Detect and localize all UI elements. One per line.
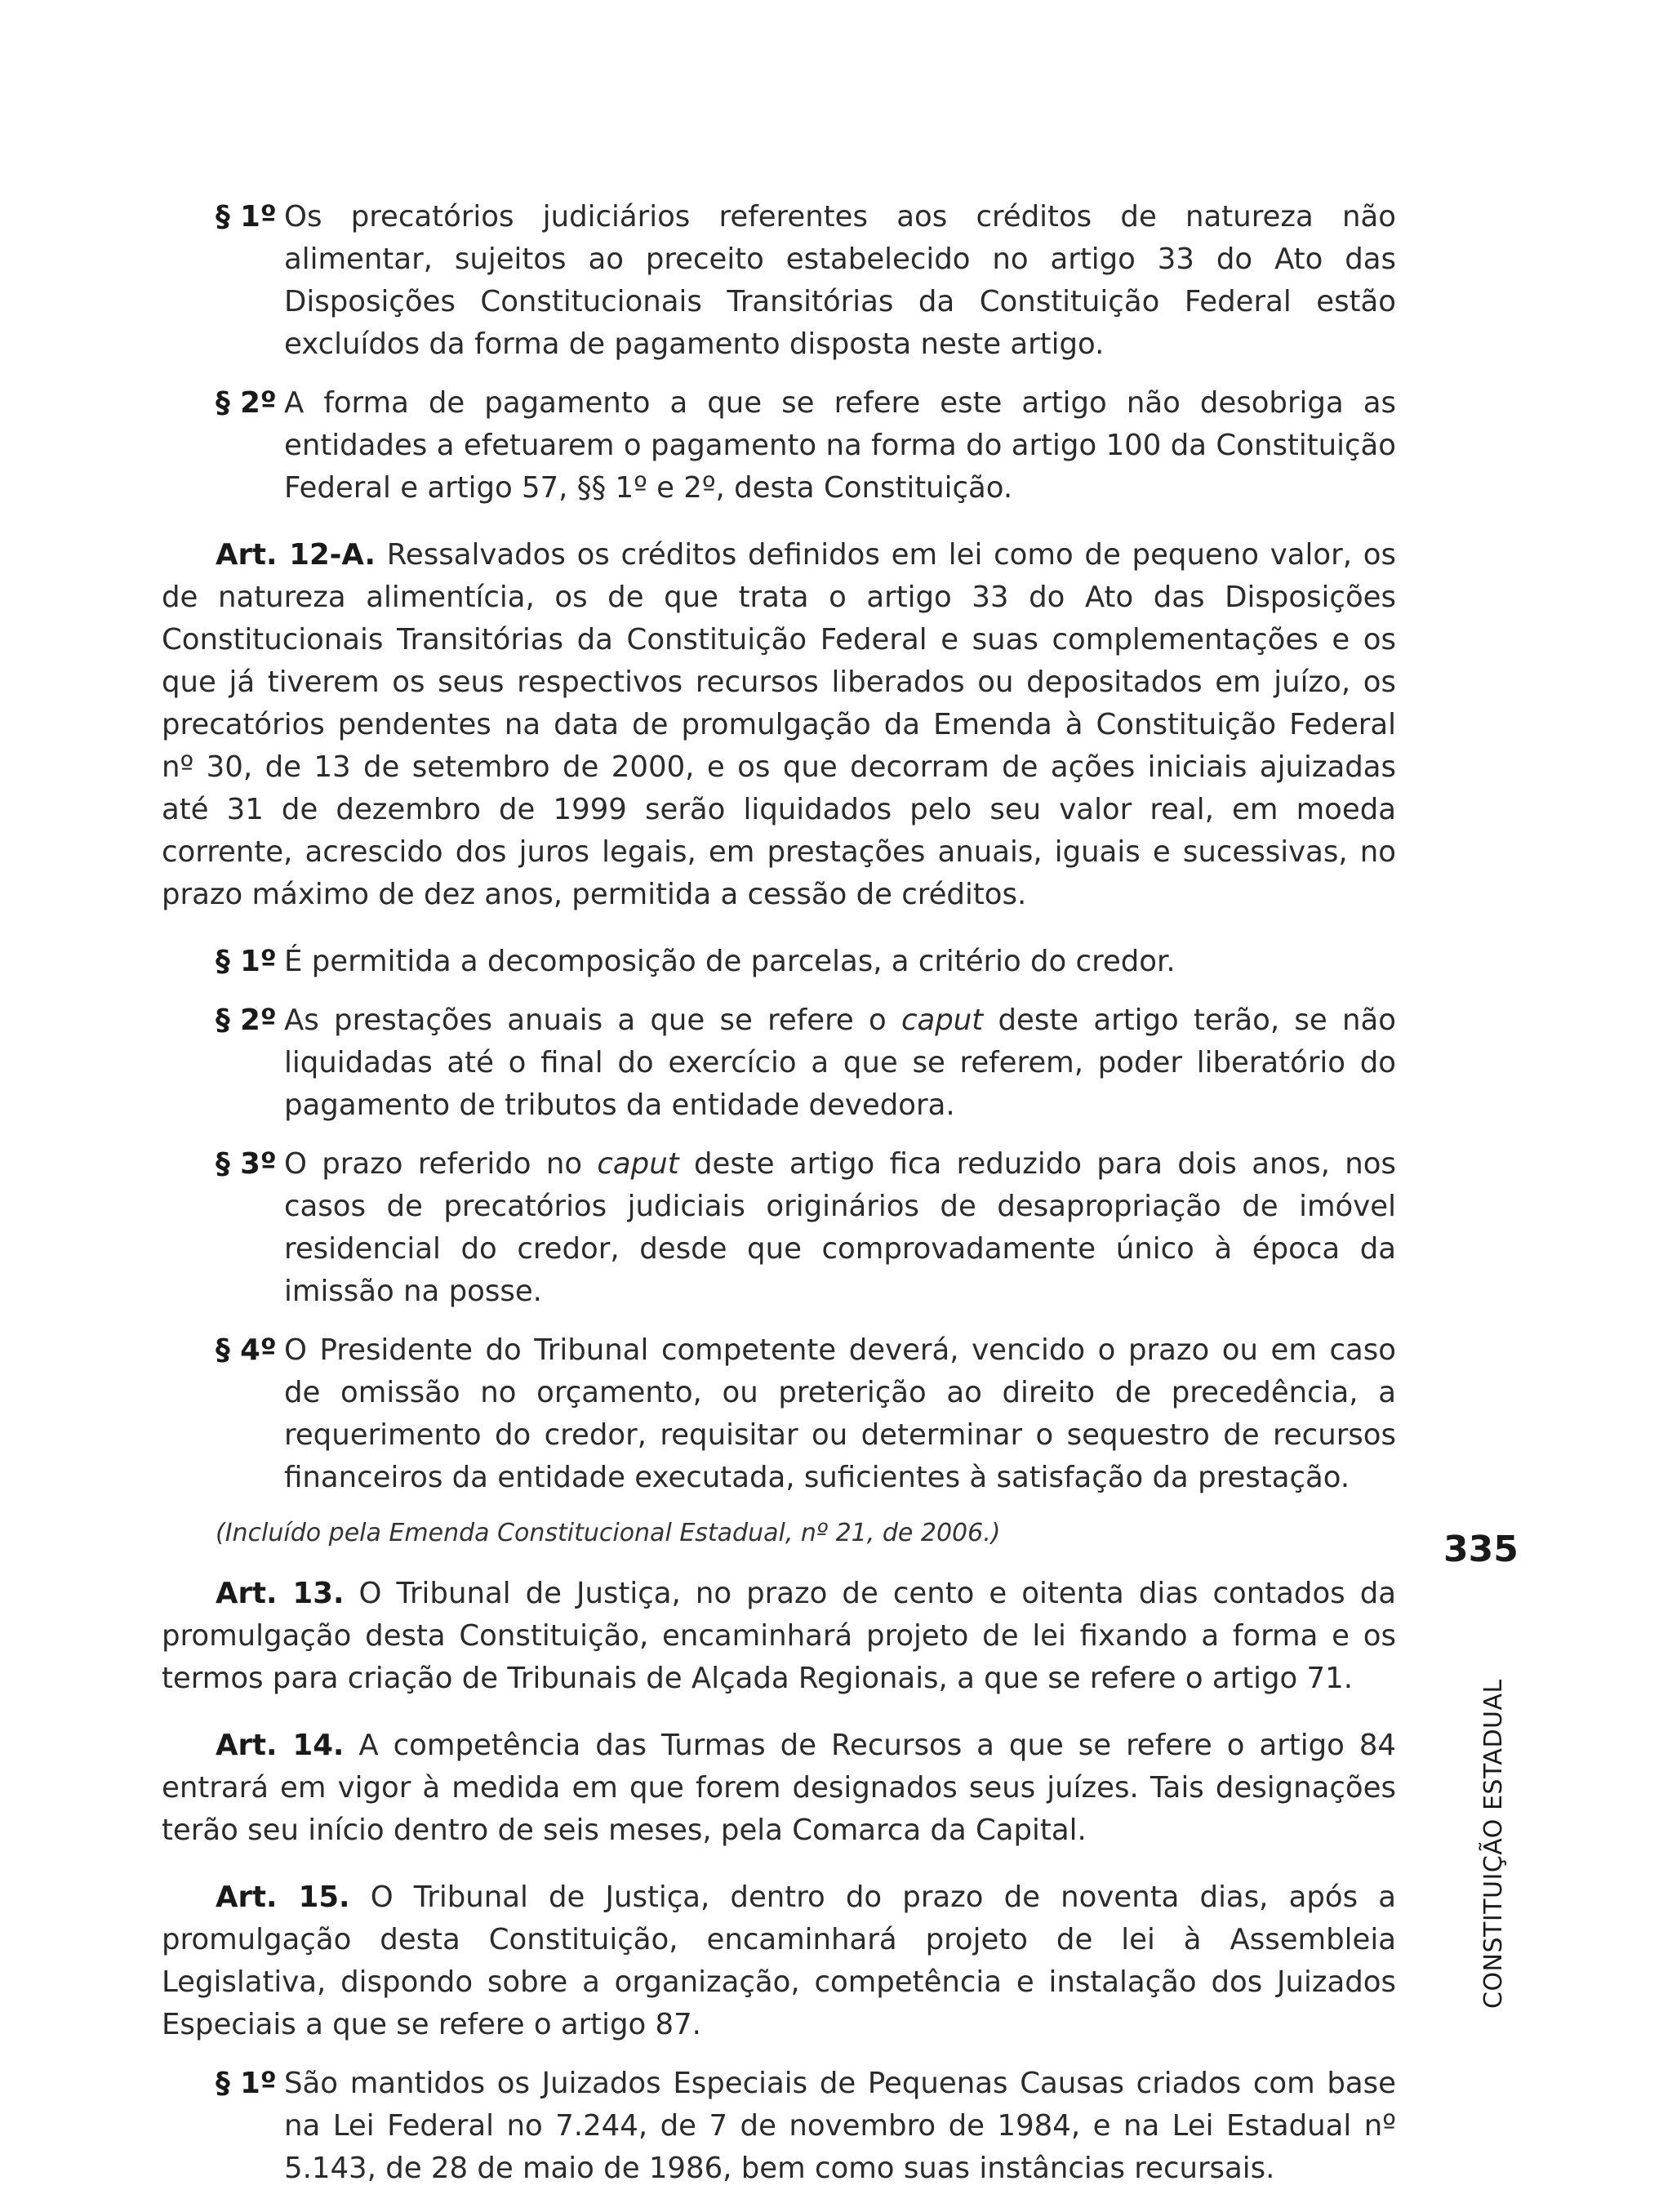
paragraph-1 [162,196,1396,366]
text-segment: deste artigo fica reduzido para dois anos, nos casos de precatórios judiciais originários de desapropriação de imóvel residencial do credor, desde que comprovadamente único à época da imissão na posse. [284,1147,1396,1308]
paragraph-text: Os precatórios judiciários referentes aos créditos de natureza não alimentar, sujeitos ao preceito estabelecido no artigo 33 do Ato das Disposições Constitucionais Transitórias da Constituição Federal estão excluídos da forma de pagamento disposta neste artigo. [284,200,1396,361]
article-15 [162,1876,1396,2046]
paragraph-text: É permitida a decomposição de parcelas, a critério do credor. [284,945,1176,978]
paragraph-mark: § 3º [216,1147,277,1181]
article-13 [162,1573,1396,1700]
amendment-note: (Incluído pela Emenda Constitucional Estadual, nº 21, de 2006.) [216,1519,1001,1547]
article-label: Art. 15. [216,1880,350,1914]
article-12a [162,534,1396,916]
paragraph-text [284,999,1396,1127]
paragraph-text: São mantidos os Juizados Especiais de Pequenas Causas criados com base na Lei Federal no 7.244, de 7 de novembro de 1984, e na Lei Estadual nº 5.143, de 28 de maio de 1986, bem como suas instâncias recursais. [284,2067,1396,2185]
article-12a-paragraph-1 [162,941,1396,983]
article-14 [162,1725,1396,1852]
article-15-paragraph-1 [162,2063,1396,2190]
paragraph-mark: § 1º [216,2067,277,2100]
article-text: O Tribunal de Justiça, dentro do prazo de noventa dias, após a promulgação desta Constituição, encaminhará projeto de lei à Assembleia Legislativa, dispondo sobre a organização, competência e instalação dos Juizados Especiais a que se refere o artigo 87. [162,1880,1396,2041]
article-label: Art. 12-A. [216,538,376,572]
article-label: Art. 14. [216,1729,345,1762]
italic-term: caput [597,1147,679,1181]
paragraph-text: A forma de pagamento a que se refere este artigo não desobriga as entidades a efetuarem o pagamento na forma do artigo 100 da Constituição Federal e artigo 57, §§ 1º e 2º, desta Constituição. [284,386,1396,505]
text-segment: As prestações anuais a que se refere o [284,1004,901,1037]
sidebar-section-title: CONSTITUIÇÃO ESTADUAL [1479,1679,1508,2009]
paragraph-text [284,1143,1396,1313]
text-segment: O prazo referido no [284,1147,598,1181]
paragraph-mark: § 1º [216,945,277,978]
page-content [162,196,1396,2206]
article-label: Art. 13. [216,1577,345,1610]
article-12a-paragraph-2 [162,999,1396,1127]
paragraph-2 [162,382,1396,510]
paragraph-mark: § 2º [216,386,277,420]
paragraph-mark: § 2º [216,1004,277,1037]
article-text: Ressalvados os créditos definidos em lei como de pequeno valor, os de natureza alimentícia, os de que trata o artigo 33 do Ato das Disposições Constitucionais Transitórias da Constituição Federal e suas complementações e os que já tiverem os seus respectivos recursos liberados ou depositados em juízo, os precatórios pendentes na data de promulgação da Emenda à Constituição Federal nº 30, de 13 de setembro de 2000, e os que decorram de ações iniciais ajuizadas até 31 de dezembro de 1999 serão liquidados pelo seu valor real, em moeda corrente, acrescido dos juros legais, em prestações anuais, iguais e sucessivas, no prazo máximo de dez anos, permitida a cessão de créditos. [162,538,1396,911]
article-text: A competência das Turmas de Recursos a que se refere o artigo 84 entrará em vigor à medida em que forem designados seus juízes. Tais designações terão seu início dentro de seis meses, pela Comarca da Capital. [162,1729,1396,1847]
page-number: 335 [1443,1529,1519,1570]
italic-term: caput [901,1004,984,1037]
paragraph-mark: § 4º [216,1333,277,1367]
text-segment: deste artigo terão, se não liquidadas até o final do exercício a que se referem, poder liberatório do pagamento de tributos da entidade devedora. [284,1004,1396,1122]
article-12a-paragraph-4 [162,1329,1396,1499]
paragraph-text: O Presidente do Tribunal competente deverá, vencido o prazo ou em caso de omissão no orçamento, ou preterição ao direito de precedência, a requerimento do credor, requisitar ou determinar o sequestro de recursos financeiros da entidade executada, suficientes à satisfação da prestação. [284,1333,1396,1494]
article-text: O Tribunal de Justiça, no prazo de cento e oitenta dias contados da promulgação desta Constituição, encaminhará projeto de lei fixando a forma e os termos para criação de Tribunais de Alçada Regionais, a que se refere o artigo 71. [162,1577,1396,1695]
article-12a-paragraph-3 [162,1143,1396,1313]
paragraph-mark: § 1º [216,200,277,234]
